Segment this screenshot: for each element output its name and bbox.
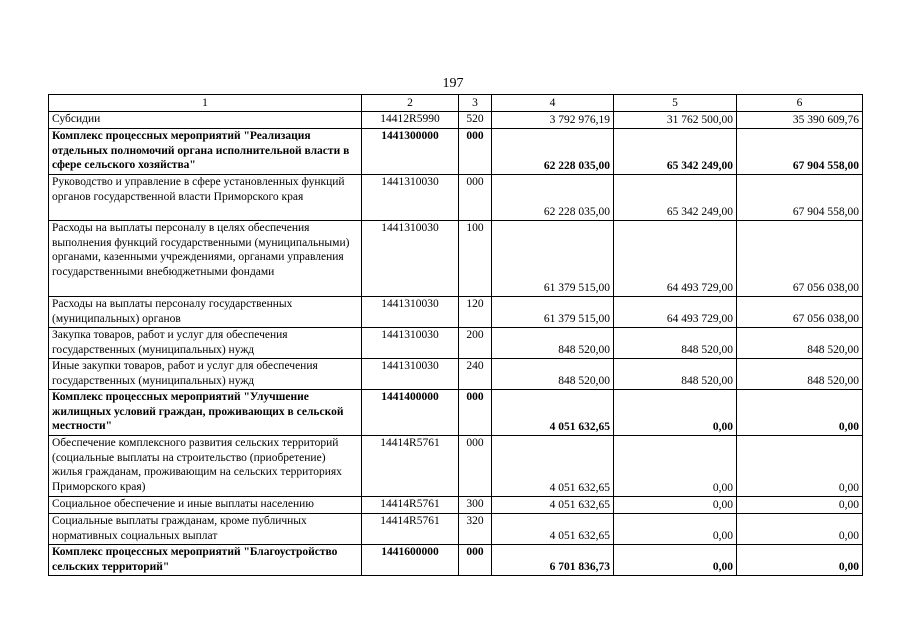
row-value-2: 0,00: [614, 497, 737, 514]
row-value-2: 0,00: [614, 545, 737, 576]
row-value-3: 35 390 609,76: [737, 112, 863, 129]
row-value-1: 62 228 035,00: [492, 129, 614, 175]
row-value-1: 62 228 035,00: [492, 175, 614, 221]
row-code: 1441600000: [362, 545, 459, 576]
row-name: Обеспечение комплексного развития сельских территорий (социальные выплаты на строительство (приобретение) жилья гражданам, проживающим на сельских территориях Приморского края): [49, 436, 362, 497]
row-type: 200: [459, 328, 492, 359]
row-value-3: 0,00: [737, 390, 863, 436]
column-header: 2: [362, 95, 459, 112]
table-row: [49, 175, 863, 221]
row-value-1: 848 520,00: [492, 328, 614, 359]
table-row: [49, 436, 863, 497]
row-value-1: 61 379 515,00: [492, 221, 614, 297]
row-name: Социальное обеспечение и иные выплаты населению: [49, 497, 362, 514]
row-value-3: 67 904 558,00: [737, 129, 863, 175]
row-value-1: 4 051 632,65: [492, 497, 614, 514]
column-header: 4: [492, 95, 614, 112]
row-name: Закупка товаров, работ и услуг для обеспечения государственных (муниципальных) нужд: [49, 328, 362, 359]
row-code: 1441400000: [362, 390, 459, 436]
row-value-2: 848 520,00: [614, 359, 737, 390]
column-header: 5: [614, 95, 737, 112]
row-type: 000: [459, 545, 492, 576]
row-code: 14414R5761: [362, 514, 459, 545]
row-name: Руководство и управление в сфере установленных функций органов государственной власти Приморского края: [49, 175, 362, 221]
row-value-2: 0,00: [614, 436, 737, 497]
row-type: 240: [459, 359, 492, 390]
page-number: 197: [442, 76, 464, 91]
row-value-2: 31 762 500,00: [614, 112, 737, 129]
row-value-2: 64 493 729,00: [614, 221, 737, 297]
row-value-1: 61 379 515,00: [492, 297, 614, 328]
row-type: 300: [459, 497, 492, 514]
table-row: [49, 390, 863, 436]
row-name: Комплекс процессных мероприятий "Улучшение жилищных условий граждан, проживающих в сельской местности": [49, 390, 362, 436]
row-name: Расходы на выплаты персоналу государственных (муниципальных) органов: [49, 297, 362, 328]
table-row: [49, 112, 863, 129]
row-value-3: 67 056 038,00: [737, 297, 863, 328]
column-header: 3: [459, 95, 492, 112]
table-row: [49, 129, 863, 175]
row-code: 1441300000: [362, 129, 459, 175]
row-name: Социальные выплаты гражданам, кроме публичных нормативных социальных выплат: [49, 514, 362, 545]
row-type: 320: [459, 514, 492, 545]
row-code: 14414R5761: [362, 436, 459, 497]
row-code: 1441310030: [362, 328, 459, 359]
row-type: 120: [459, 297, 492, 328]
row-code: 1441310030: [362, 359, 459, 390]
table-row: [49, 221, 863, 297]
row-value-1: 4 051 632,65: [492, 390, 614, 436]
row-value-3: 848 520,00: [737, 359, 863, 390]
column-header-row: [49, 95, 863, 112]
row-value-2: 65 342 249,00: [614, 175, 737, 221]
column-header: 1: [49, 95, 362, 112]
row-type: 000: [459, 390, 492, 436]
row-value-3: 67 904 558,00: [737, 175, 863, 221]
row-type: 520: [459, 112, 492, 129]
row-name: Расходы на выплаты персоналу в целях обеспечения выполнения функций государственными (муниципальными) органами, казенными учреждениями, органами управления государственными внебюджетными фондами: [49, 221, 362, 297]
row-value-1: 4 051 632,65: [492, 514, 614, 545]
row-value-3: 67 056 038,00: [737, 221, 863, 297]
row-code: 1441310030: [362, 297, 459, 328]
row-type: 000: [459, 129, 492, 175]
row-value-3: 0,00: [737, 514, 863, 545]
row-value-1: 6 701 836,73: [492, 545, 614, 576]
row-value-2: 848 520,00: [614, 328, 737, 359]
row-value-3: 848 520,00: [737, 328, 863, 359]
column-header: 6: [737, 95, 863, 112]
row-value-1: 3 792 976,19: [492, 112, 614, 129]
table-row: [49, 297, 863, 328]
row-code: 1441310030: [362, 175, 459, 221]
row-value-3: 0,00: [737, 497, 863, 514]
table-row: [49, 514, 863, 545]
table-row: [49, 359, 863, 390]
row-value-2: 0,00: [614, 390, 737, 436]
row-name: Комплекс процессных мероприятий "Реализация отдельных полномочий органа исполнительной власти в сфере сельского хозяйства": [49, 129, 362, 175]
row-value-1: 848 520,00: [492, 359, 614, 390]
row-value-3: 0,00: [737, 436, 863, 497]
table-row: [49, 328, 863, 359]
row-code: 1441310030: [362, 221, 459, 297]
row-value-3: 0,00: [737, 545, 863, 576]
row-code: 14414R5761: [362, 497, 459, 514]
row-code: 14412R5990: [362, 112, 459, 129]
row-value-2: 64 493 729,00: [614, 297, 737, 328]
row-name: Комплекс процессных мероприятий "Благоустройство сельских территорий": [49, 545, 362, 576]
row-type: 100: [459, 221, 492, 297]
row-value-2: 0,00: [614, 514, 737, 545]
row-type: 000: [459, 175, 492, 221]
row-value-2: 65 342 249,00: [614, 129, 737, 175]
budget-table: [48, 94, 863, 576]
row-name: Иные закупки товаров, работ и услуг для обеспечения государственных (муниципальных) нужд: [49, 359, 362, 390]
row-name: Субсидии: [49, 112, 362, 129]
table-row: [49, 545, 863, 576]
table-row: [49, 497, 863, 514]
row-type: 000: [459, 436, 492, 497]
row-value-1: 4 051 632,65: [492, 436, 614, 497]
